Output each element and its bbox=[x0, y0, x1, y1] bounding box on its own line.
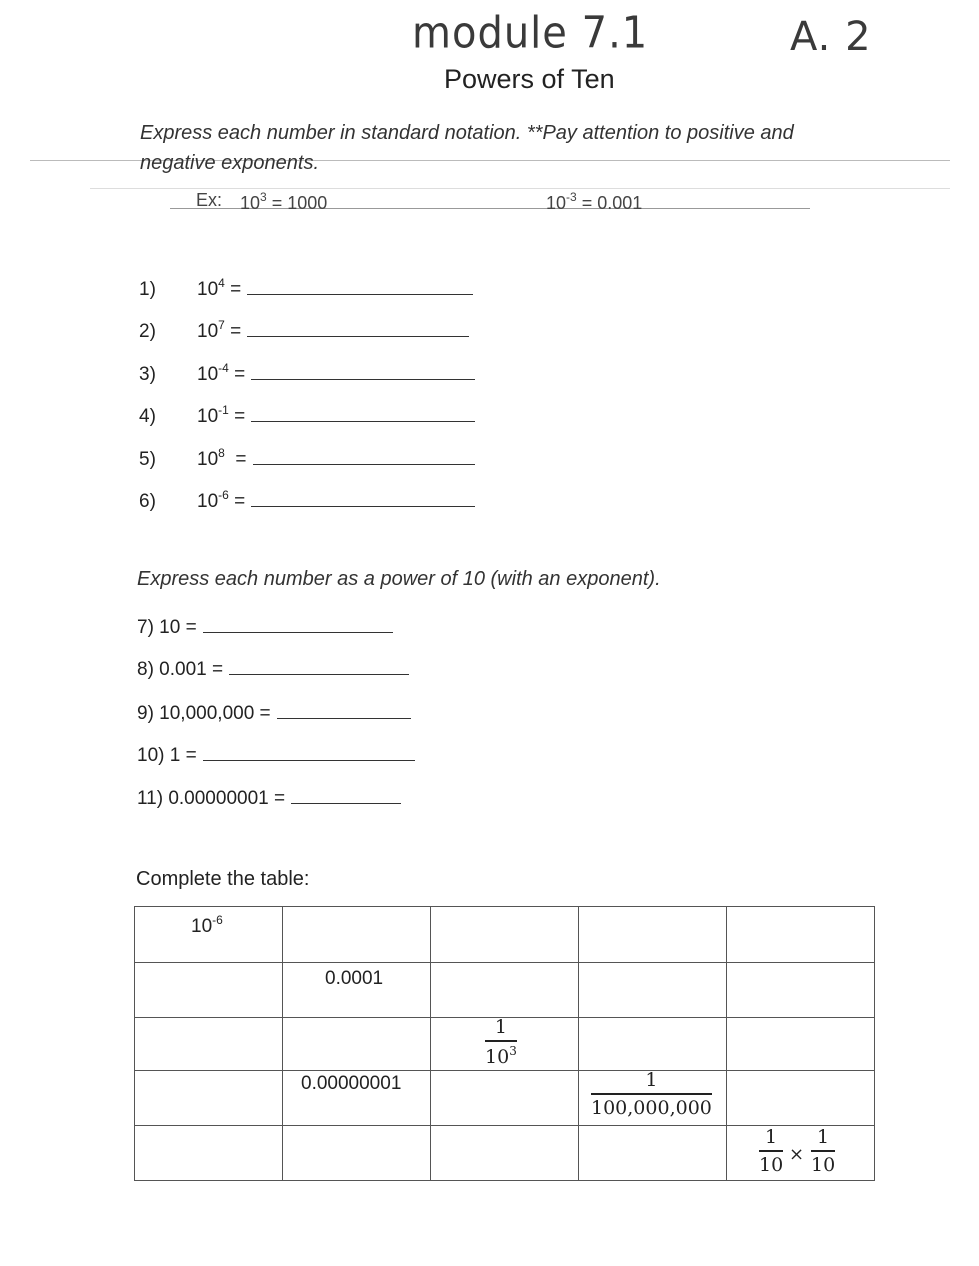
problem-6: 6) $10^{-6}$ = bbox=[139, 488, 475, 513]
table-cell[interactable] bbox=[579, 1126, 727, 1181]
table-cell[interactable] bbox=[579, 963, 727, 1018]
table-cell[interactable] bbox=[579, 907, 727, 963]
answer-blank[interactable] bbox=[247, 276, 473, 295]
table-cell[interactable] bbox=[135, 1071, 283, 1126]
answer-blank[interactable] bbox=[203, 614, 393, 633]
problem-2: 2) $10^7$ = bbox=[139, 318, 469, 343]
problem-1: 1) $10^4$ = bbox=[139, 276, 473, 301]
table-cell[interactable] bbox=[727, 907, 875, 963]
answer-blank[interactable] bbox=[251, 488, 475, 507]
cell-r4c2: 0.00000001 bbox=[301, 1073, 402, 1094]
table-cell[interactable] bbox=[579, 1071, 727, 1126]
table-cell[interactable] bbox=[135, 1018, 283, 1071]
table-cell[interactable] bbox=[135, 1126, 283, 1181]
cell-r5c5-fraction-2: 1 10 bbox=[811, 1126, 836, 1176]
cell-r2c2: 0.0001 bbox=[325, 968, 384, 989]
problem-10: 10) 1 = bbox=[137, 742, 415, 767]
table-cell[interactable] bbox=[431, 1018, 579, 1071]
problem-3: 3) $10^{-4}$ = bbox=[139, 361, 475, 386]
example-2: $10^{-3} = 0.001$ bbox=[546, 190, 643, 213]
example-1: $10^3 = 1000$ bbox=[240, 190, 328, 213]
cell-r1c1: $10^{-6}$ bbox=[191, 913, 223, 937]
table-cell[interactable] bbox=[431, 907, 579, 963]
table-cell[interactable] bbox=[283, 1126, 431, 1181]
problem-11: 11) 0.00000001 = bbox=[137, 785, 401, 810]
cell-r4c4-fraction: 1 100,000,000 bbox=[591, 1069, 712, 1119]
powers-table bbox=[134, 906, 875, 1181]
answer-blank[interactable] bbox=[251, 361, 475, 380]
section2-instruction: Express each number as a power of 10 (with an exponent). bbox=[137, 568, 661, 590]
cell-r3c3-fraction: 1 $10^3$ bbox=[485, 1016, 517, 1068]
page-title: Powers of Ten bbox=[444, 64, 615, 94]
table-cell[interactable] bbox=[727, 1071, 875, 1126]
problem-9: 9) 10,000,000 = bbox=[137, 700, 411, 725]
table-cell[interactable] bbox=[431, 1071, 579, 1126]
answer-blank[interactable] bbox=[291, 785, 401, 804]
problem-5: 5) $10^8$ = bbox=[139, 446, 475, 471]
class-tag: A. 2 bbox=[790, 14, 872, 60]
table-cell[interactable] bbox=[283, 963, 431, 1018]
section1-instruction: Express each number in standard notation. **Pay attention to positive and negative exponents. bbox=[140, 122, 794, 174]
table-cell[interactable] bbox=[579, 1018, 727, 1071]
table-cell[interactable] bbox=[283, 1018, 431, 1071]
example-label: Ex: bbox=[196, 190, 223, 210]
table-cell[interactable] bbox=[135, 963, 283, 1018]
cell-r5c5-fraction-1: 1 10 bbox=[759, 1126, 784, 1176]
table-title: Complete the table: bbox=[136, 868, 310, 890]
table-cell[interactable] bbox=[283, 907, 431, 963]
times-symbol: × bbox=[789, 1144, 805, 1165]
answer-blank[interactable] bbox=[251, 403, 475, 422]
answer-blank[interactable] bbox=[253, 446, 475, 465]
table-cell[interactable] bbox=[431, 1126, 579, 1181]
table-cell[interactable] bbox=[431, 963, 579, 1018]
problem-4: 4) $10^{-1}$ = bbox=[139, 403, 475, 428]
table-cell[interactable] bbox=[727, 1126, 875, 1181]
table-cell[interactable] bbox=[727, 963, 875, 1018]
table-cell[interactable] bbox=[135, 907, 283, 963]
answer-blank[interactable] bbox=[277, 700, 411, 719]
answer-blank[interactable] bbox=[229, 656, 409, 675]
scan-artifact-line bbox=[90, 188, 950, 189]
problem-7: 7) 10 = bbox=[137, 614, 393, 639]
answer-blank[interactable] bbox=[203, 742, 415, 761]
problem-8: 8) 0.001 = bbox=[137, 656, 409, 681]
answer-blank[interactable] bbox=[247, 318, 469, 337]
table-cell[interactable] bbox=[727, 1018, 875, 1071]
table-cell[interactable] bbox=[283, 1071, 431, 1126]
module-title: module 7.1 bbox=[412, 7, 649, 59]
